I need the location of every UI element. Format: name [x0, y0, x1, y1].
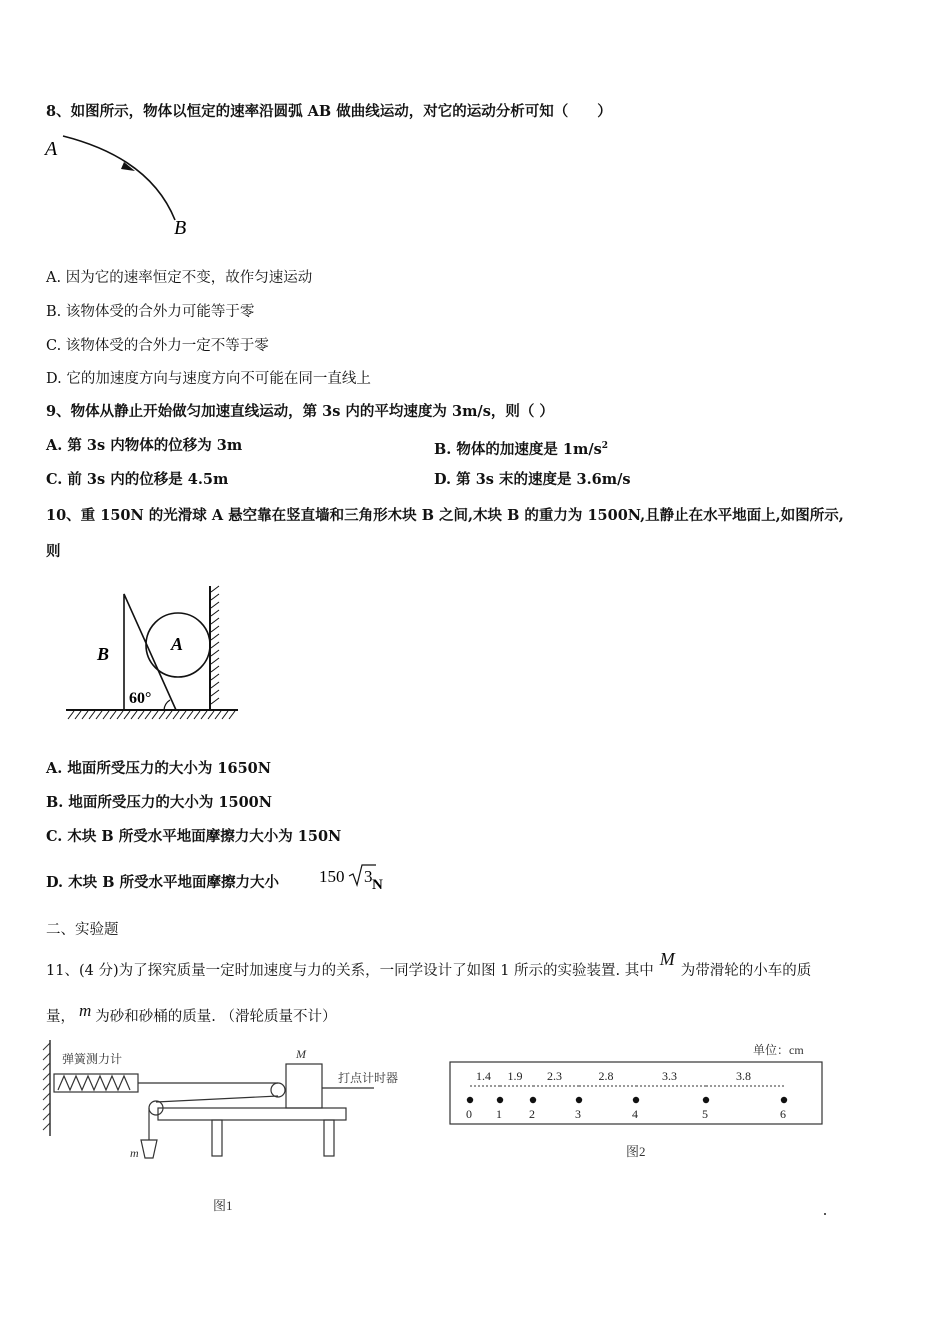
gap-label-0: 1.4: [476, 1069, 491, 1083]
q9-option-a: A. 第 3s 内物体的位移为 3m: [46, 437, 243, 454]
gap-label-5: 3.8: [736, 1069, 751, 1083]
gap-label-1: 1.9: [507, 1069, 523, 1083]
tape-point-4: [633, 1097, 639, 1103]
tape-point-label-4: 4: [632, 1107, 638, 1121]
q10-option-c: C. 木块 B 所受水平地面摩擦力大小为 150N: [46, 828, 342, 845]
table-leg-left: [212, 1120, 222, 1156]
q11-line2-suffix: 为砂和砂桶的质量. （滑轮质量不计）: [95, 1009, 337, 1025]
q8-stem: 8、如图所示，物体以恒定的速率沿圆弧 AB 做曲线运动，对它的运动分析可知（ ）: [46, 103, 612, 120]
tape-point-label-3: 3: [575, 1107, 581, 1121]
fig1-caption: 图1: [213, 1198, 233, 1213]
formula-coef: 150: [319, 867, 345, 886]
var-m-lower: m: [79, 1001, 92, 1020]
label-a: A: [45, 138, 58, 160]
gap-label-3: 2.8: [598, 1069, 614, 1083]
tape-point-3: [576, 1097, 582, 1103]
tape-point-label-0: 0: [466, 1107, 472, 1121]
q8-option-b: B. 该物体受的合外力可能等于零: [46, 304, 255, 320]
q8-arc-figure: [40, 128, 200, 243]
q10-wedge-figure: [60, 582, 245, 724]
sand-bucket: [141, 1140, 157, 1158]
tape-point-label-6: 6: [780, 1107, 786, 1121]
q11-fig2-tape: [440, 1036, 840, 1166]
q10-stem-line1: 10、重 150N 的光滑球 A 悬空靠在竖直墙和三角形木块 B 之间,木块 B 的重力为 1500N,且静止在水平地面上,如图所示,: [46, 507, 844, 524]
wall-hatch: [211, 586, 219, 704]
section2-title: 二、实验题: [46, 922, 119, 938]
spring-label: 弹簧测力计: [62, 1052, 123, 1066]
formula-unit: N: [372, 877, 383, 893]
tape-point-5: [703, 1097, 709, 1103]
q10-option-b: B. 地面所受压力的大小为 1500N: [46, 794, 273, 811]
q11-line1-suffix: 为带滑轮的小车的质: [680, 963, 812, 979]
cart-pulley: [271, 1083, 285, 1097]
table-leg-right: [324, 1120, 334, 1156]
cart-label: M: [296, 1047, 306, 1061]
tape-point-6: [781, 1097, 787, 1103]
q10-option-d-formula: [316, 860, 396, 896]
q8-option-a: A. 因为它的速率恒定不变，故作匀速运动: [46, 270, 313, 286]
tape-point-label-1: 1: [496, 1107, 502, 1121]
q9-option-c: C. 前 3s 内的位移是 4.5m: [46, 471, 229, 488]
tape-point-1: [497, 1097, 503, 1103]
gap-label-2: 2.3: [547, 1069, 562, 1083]
left-wall-hatch: [43, 1043, 50, 1130]
q10-option-a: A. 地面所受压力的大小为 1650N: [46, 760, 272, 777]
label-b: B: [97, 644, 110, 664]
label-b: B: [174, 217, 187, 239]
angle-arc: [164, 700, 170, 710]
gap-label-4: 3.3: [662, 1069, 677, 1083]
q11-line1-prefix: 11、(4 分)为了探究质量一定时加速度与力的关系，一同学设计了如图 1 所示的实验装置. 其中: [46, 963, 654, 979]
label-a: A: [171, 634, 184, 654]
table-top: [158, 1108, 346, 1120]
tape-point-0: [467, 1097, 473, 1103]
q10-stem-line2: 则: [46, 543, 61, 560]
fig2-caption: 图2: [626, 1144, 646, 1159]
timer-label: 打点计时器: [338, 1071, 399, 1085]
q9-option-b-sup: 2: [601, 441, 609, 451]
q11-line2-prefix: 量，: [46, 1009, 75, 1025]
unit-label: 单位：cm: [753, 1043, 804, 1057]
tape-point-label-2: 2: [529, 1107, 535, 1121]
q11-line1: [46, 949, 812, 981]
q8-option-c: C. 该物体受的合外力一定不等于零: [46, 338, 269, 354]
tape-point-2: [530, 1097, 536, 1103]
string-bottom: [156, 1096, 278, 1102]
stray-dot: [824, 1213, 826, 1215]
var-m-upper: M: [659, 949, 675, 969]
bucket-label: m: [130, 1146, 139, 1160]
q9-option-b: [434, 436, 608, 460]
q9-option-b-text: B. 物体的加速度是 1m/s: [434, 440, 602, 458]
q9-option-d: D. 第 3s 末的速度是 3.6m/s: [434, 471, 631, 488]
q9-stem: 9、物体从静止开始做匀加速直线运动，第 3s 内的平均速度为 3m/s，则（ ）: [46, 403, 554, 420]
q10-option-d: D. 木块 B 所受水平地面摩擦力大小: [46, 874, 280, 891]
q8-option-d: D. 它的加速度方向与速度方向不可能在同一直线上: [46, 371, 371, 387]
q11-line2: [46, 1001, 337, 1027]
formula-rad: 3: [364, 867, 373, 886]
tape-point-label-5: 5: [702, 1107, 708, 1121]
angle-label: 60°: [129, 690, 152, 707]
spring-coil: [58, 1076, 130, 1090]
arc-ab: [63, 136, 175, 220]
ground-hatch: [68, 711, 235, 719]
q11-fig1-apparatus: [40, 1036, 440, 1226]
cart-m: [286, 1064, 322, 1108]
